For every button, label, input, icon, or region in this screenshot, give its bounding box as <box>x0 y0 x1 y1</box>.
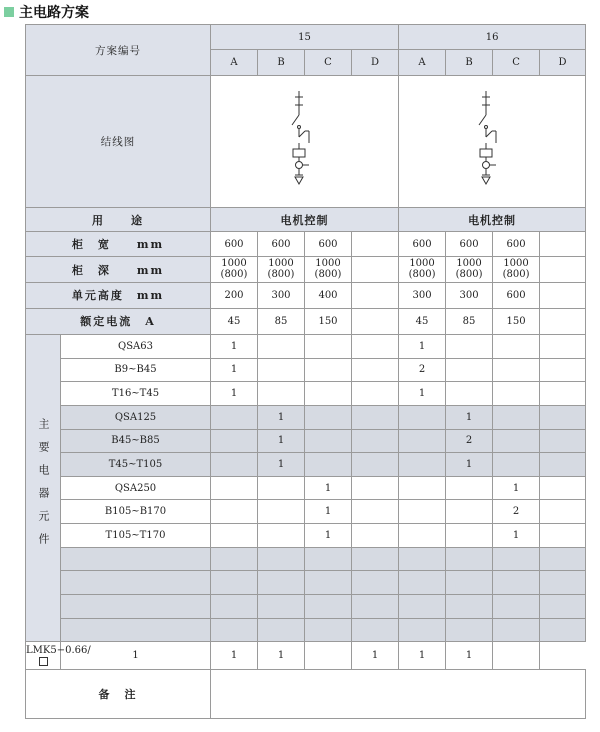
cell: 1000 (800) <box>493 257 540 282</box>
components-group-label <box>26 335 61 642</box>
cell: 1 <box>211 335 258 359</box>
wiring-diagram-15 <box>211 76 399 208</box>
component-name: B9~B45 <box>61 358 211 382</box>
cell: 1 <box>305 500 352 524</box>
cell: 1 <box>352 642 399 669</box>
cell <box>446 476 493 500</box>
component-row <box>26 382 586 406</box>
usage-value-16: 电机控制 <box>399 208 586 232</box>
cell <box>211 500 258 524</box>
cell <box>540 571 586 595</box>
cell <box>399 618 446 642</box>
cell <box>211 524 258 548</box>
cell <box>305 405 352 429</box>
cell: 1 <box>61 642 211 669</box>
usage-row <box>26 208 586 232</box>
cell <box>258 476 305 500</box>
cell <box>540 595 586 619</box>
lmk-name-text: LMK5−0.66/ <box>26 644 91 656</box>
cell <box>352 500 399 524</box>
cell <box>352 257 399 282</box>
component-name: B45~B85 <box>61 429 211 453</box>
cell: 1 <box>211 358 258 382</box>
wiring-diagram-row <box>26 76 586 208</box>
cell <box>446 595 493 619</box>
remarks-label: 备 注 <box>26 669 211 718</box>
cell: 85 <box>446 308 493 334</box>
usage-value-15: 电机控制 <box>211 208 399 232</box>
cabinet-depth-row <box>26 257 586 282</box>
cell: 300 <box>258 282 305 308</box>
component-row <box>26 524 586 548</box>
main-circuit-table <box>25 24 586 719</box>
cell <box>540 547 586 571</box>
cell <box>211 595 258 619</box>
component-name <box>61 547 211 571</box>
component-row <box>26 595 586 619</box>
cell <box>352 571 399 595</box>
column-letter: A <box>399 50 446 76</box>
component-name: QSA63 <box>61 335 211 359</box>
cell: 1 <box>446 405 493 429</box>
cell <box>540 358 586 382</box>
cell <box>493 618 540 642</box>
cell <box>352 282 399 308</box>
component-name <box>61 571 211 595</box>
cell <box>352 453 399 477</box>
cell <box>540 476 586 500</box>
cell: 1 <box>446 642 493 669</box>
cell <box>305 382 352 406</box>
component-name: QSA250 <box>61 476 211 500</box>
unit-height-label: 单元高度 mm <box>26 282 211 308</box>
cell <box>493 547 540 571</box>
cell: 2 <box>399 358 446 382</box>
cell: 1000 (800) <box>305 257 352 282</box>
section-marker-icon <box>4 7 14 17</box>
cell <box>399 524 446 548</box>
column-letter: B <box>258 50 305 76</box>
cell: 300 <box>446 282 493 308</box>
cell <box>211 453 258 477</box>
component-row <box>26 500 586 524</box>
cell <box>211 429 258 453</box>
cell <box>493 335 540 359</box>
cell <box>399 429 446 453</box>
cell <box>352 618 399 642</box>
cell <box>446 571 493 595</box>
column-letter: C <box>493 50 540 76</box>
page-header <box>4 2 89 22</box>
cell <box>258 500 305 524</box>
cell <box>305 335 352 359</box>
cell: 45 <box>399 308 446 334</box>
cell <box>540 524 586 548</box>
cell <box>493 382 540 406</box>
wiring-diagram-16 <box>399 76 586 208</box>
cell <box>352 405 399 429</box>
cell: 600 <box>493 282 540 308</box>
cell <box>540 500 586 524</box>
column-letter: A <box>211 50 258 76</box>
cell <box>446 358 493 382</box>
cell <box>305 429 352 453</box>
component-name: B105~B170 <box>61 500 211 524</box>
cell: 1000 (800) <box>211 257 258 282</box>
cell <box>211 476 258 500</box>
cell <box>540 232 586 257</box>
cell <box>258 524 305 548</box>
cell <box>399 405 446 429</box>
cell <box>493 429 540 453</box>
scheme-group-16: 16 <box>399 25 586 50</box>
cell <box>540 429 586 453</box>
cell <box>399 595 446 619</box>
component-row <box>26 405 586 429</box>
component-name: QSA125 <box>61 405 211 429</box>
cell <box>352 308 399 334</box>
cell <box>493 642 540 669</box>
cell <box>493 358 540 382</box>
component-row <box>26 429 586 453</box>
cell <box>352 382 399 406</box>
cell <box>258 547 305 571</box>
cell <box>305 358 352 382</box>
cell <box>352 232 399 257</box>
cell: 200 <box>211 282 258 308</box>
cell <box>258 595 305 619</box>
cell <box>211 405 258 429</box>
cell <box>399 547 446 571</box>
single-line-diagram-icon <box>472 87 512 197</box>
cell <box>352 358 399 382</box>
cell <box>258 618 305 642</box>
wiring-label: 结线图 <box>26 76 211 208</box>
component-row <box>26 547 586 571</box>
remarks-value <box>211 669 586 718</box>
cell <box>211 571 258 595</box>
component-row <box>26 335 586 359</box>
cell <box>493 405 540 429</box>
cell: 1000 (800) <box>399 257 446 282</box>
cell <box>352 524 399 548</box>
cell <box>493 595 540 619</box>
column-letter: C <box>305 50 352 76</box>
single-line-diagram-icon <box>285 87 325 197</box>
cell: 600 <box>258 232 305 257</box>
cell <box>305 618 352 642</box>
cell <box>540 335 586 359</box>
cell: 600 <box>493 232 540 257</box>
column-letter: D <box>352 50 399 76</box>
cell <box>399 476 446 500</box>
cell <box>211 618 258 642</box>
cell: 1 <box>211 382 258 406</box>
cabinet-width-label: 柜 宽 mm <box>26 232 211 257</box>
cell <box>352 547 399 571</box>
cell: 1 <box>399 335 446 359</box>
cell: 1 <box>258 429 305 453</box>
placeholder-box-icon <box>39 657 48 666</box>
component-row <box>26 358 586 382</box>
scheme-group-15: 15 <box>211 25 399 50</box>
cell <box>540 308 586 334</box>
cabinet-width-row <box>26 232 586 257</box>
lmk-row <box>26 642 586 669</box>
cell: 1 <box>305 476 352 500</box>
component-name <box>61 618 211 642</box>
cell: 400 <box>305 282 352 308</box>
cell: 150 <box>493 308 540 334</box>
column-letter: B <box>446 50 493 76</box>
lmk-name <box>26 642 91 669</box>
cell: 600 <box>211 232 258 257</box>
cell <box>493 453 540 477</box>
cell: 85 <box>258 308 305 334</box>
cell: 1 <box>493 476 540 500</box>
cell: 45 <box>211 308 258 334</box>
component-row <box>26 476 586 500</box>
cell <box>399 453 446 477</box>
component-rows <box>26 335 586 642</box>
cell: 1 <box>258 453 305 477</box>
cell: 1 <box>258 642 305 669</box>
component-row <box>26 618 586 642</box>
cell: 1 <box>399 642 446 669</box>
cell <box>305 642 352 669</box>
cell <box>540 618 586 642</box>
cell: 600 <box>446 232 493 257</box>
component-name: T16~T45 <box>61 382 211 406</box>
component-name: T45~T105 <box>61 453 211 477</box>
cell <box>305 571 352 595</box>
cell <box>352 595 399 619</box>
component-row <box>26 453 586 477</box>
cell: 1 <box>446 453 493 477</box>
component-name <box>61 595 211 619</box>
cell <box>352 335 399 359</box>
cell: 1 <box>211 642 258 669</box>
cell <box>399 500 446 524</box>
cell: 600 <box>305 232 352 257</box>
cell <box>305 453 352 477</box>
cell <box>446 524 493 548</box>
cell <box>540 282 586 308</box>
cabinet-depth-label: 柜 深 mm <box>26 257 211 282</box>
cell: 2 <box>446 429 493 453</box>
scheme-label: 方案编号 <box>26 25 211 76</box>
cell <box>493 571 540 595</box>
cell <box>258 335 305 359</box>
cell <box>540 257 586 282</box>
cell: 1000 (800) <box>258 257 305 282</box>
components-group-label-text: 主要电器元件 <box>37 417 50 556</box>
page-title: 主电路方案 <box>19 5 89 21</box>
cell <box>446 335 493 359</box>
rated-current-label: 额定电流 A <box>26 308 211 334</box>
cell <box>540 405 586 429</box>
scheme-header-row <box>26 25 586 50</box>
cell: 1 <box>399 382 446 406</box>
cell <box>446 382 493 406</box>
cell <box>352 476 399 500</box>
cell <box>211 547 258 571</box>
remarks-row <box>26 669 586 718</box>
cell <box>305 595 352 619</box>
cell <box>258 382 305 406</box>
cell <box>446 500 493 524</box>
cell: 300 <box>399 282 446 308</box>
cell <box>258 571 305 595</box>
cell <box>352 429 399 453</box>
cell: 1 <box>258 405 305 429</box>
cell <box>540 382 586 406</box>
unit-height-row <box>26 282 586 308</box>
cell <box>446 547 493 571</box>
cell <box>399 571 446 595</box>
usage-label: 用 途 <box>26 208 211 232</box>
cell: 600 <box>399 232 446 257</box>
column-letter: D <box>540 50 586 76</box>
component-name: T105~T170 <box>61 524 211 548</box>
component-row <box>26 571 586 595</box>
cell: 2 <box>493 500 540 524</box>
cell: 150 <box>305 308 352 334</box>
cell: 1 <box>493 524 540 548</box>
cell <box>540 453 586 477</box>
rated-current-row <box>26 308 586 334</box>
cell: 1000 (800) <box>446 257 493 282</box>
cell: 1 <box>305 524 352 548</box>
cell <box>446 618 493 642</box>
cell <box>258 358 305 382</box>
cell <box>305 547 352 571</box>
